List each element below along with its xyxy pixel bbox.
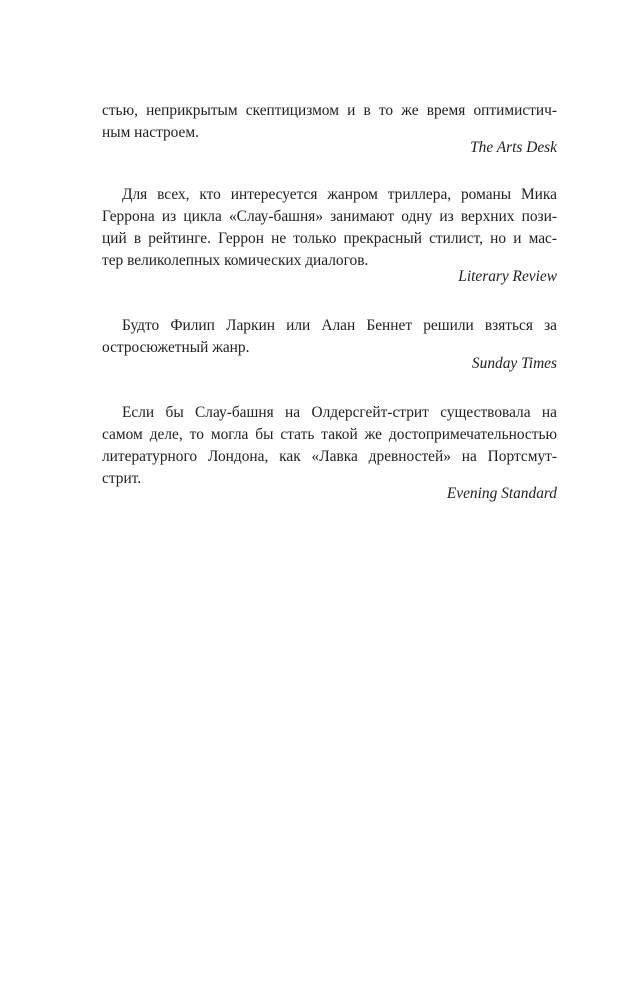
quote-line: Будто Филип Ларкин или Алан Беннет решили взяться за [122, 317, 557, 334]
quote-source: Literary Review [458, 268, 557, 285]
review-quote [102, 402, 557, 504]
quote-line: стью, неприкрытым скептицизмом и в то же время оптимистич- [102, 102, 557, 119]
quote-line: Если бы Слау-башня на Олдерсгейт-стрит существовала на [122, 404, 557, 421]
quote-line: литературного Лондона, как «Лавка древностей» на Портсмут- [102, 448, 557, 465]
review-quote [102, 315, 557, 374]
document-page [102, 100, 557, 504]
quote-line: ным настроем. [102, 124, 199, 141]
quote-line: тер великолепных комических диалогов. [102, 252, 369, 269]
quote-source: Evening Standard [446, 485, 557, 502]
quote-line: Геррона из цикла «Слау-башня» занимают одну из верхних пози- [102, 208, 557, 225]
quote-line: стрит. [102, 470, 142, 487]
review-quote [102, 100, 557, 158]
quote-line: Для всех, кто интересуется жанром триллера, романы Мика [122, 186, 557, 203]
quote-source: The Arts Desk [470, 139, 557, 156]
quote-line: ций в рейтинге. Геррон не только прекрасный стилист, но и мас- [102, 230, 557, 247]
quote-source: Sunday Times [471, 355, 557, 372]
quote-line: самом деле, то могла бы стать такой же достопримечательностью [102, 426, 557, 443]
quote-text [102, 184, 557, 272]
quote-text [102, 402, 557, 490]
quote-line: остросюжетный жанр. [102, 339, 250, 356]
quote-text [102, 315, 557, 359]
review-quote [102, 184, 557, 287]
